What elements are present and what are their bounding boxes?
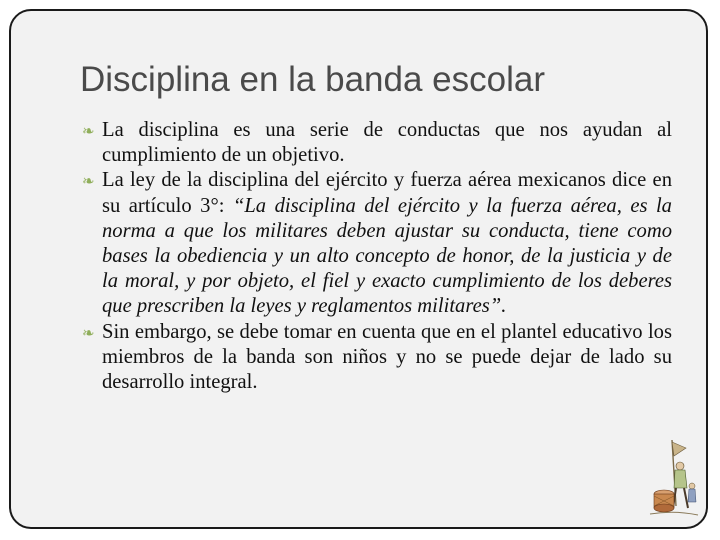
bullet-item (82, 320, 672, 396)
bullet-item (82, 118, 672, 168)
slide-title: Disciplina en la banda escolar (80, 60, 545, 99)
bullet-text: Sin embargo, se debe tomar en cuenta que en el plantel educativo los miembros de la banda son niños y no se puede dejar de lado su desarrollo integral. (102, 320, 672, 394)
bullet-item (82, 168, 672, 319)
drummer-soldier-icon (646, 436, 702, 520)
slide-body (82, 118, 672, 395)
bullet-icon: ❧ (82, 172, 95, 191)
bullet-text: La disciplina es una serie de conductas que nos ayudan al cumplimiento de un objetivo. (102, 119, 672, 167)
bullet-icon: ❧ (82, 323, 95, 342)
bullet-text: La ley de la disciplina del ejército y fuerza aérea mexicanos dice en su artículo 3°: (102, 169, 672, 217)
bullet-quote: “La disciplina del ejército y la fuerza aérea, es la norma a que los militares deben ajustar su conducta, tiene como bases la obediencia y un alto concepto de honor, de la justicia y de la moral, y por objeto, el fiel y exacto cumplimiento de los deberes que prescriben la leyes y reglamentos militares”. (102, 194, 672, 318)
bullet-icon: ❧ (82, 122, 95, 140)
